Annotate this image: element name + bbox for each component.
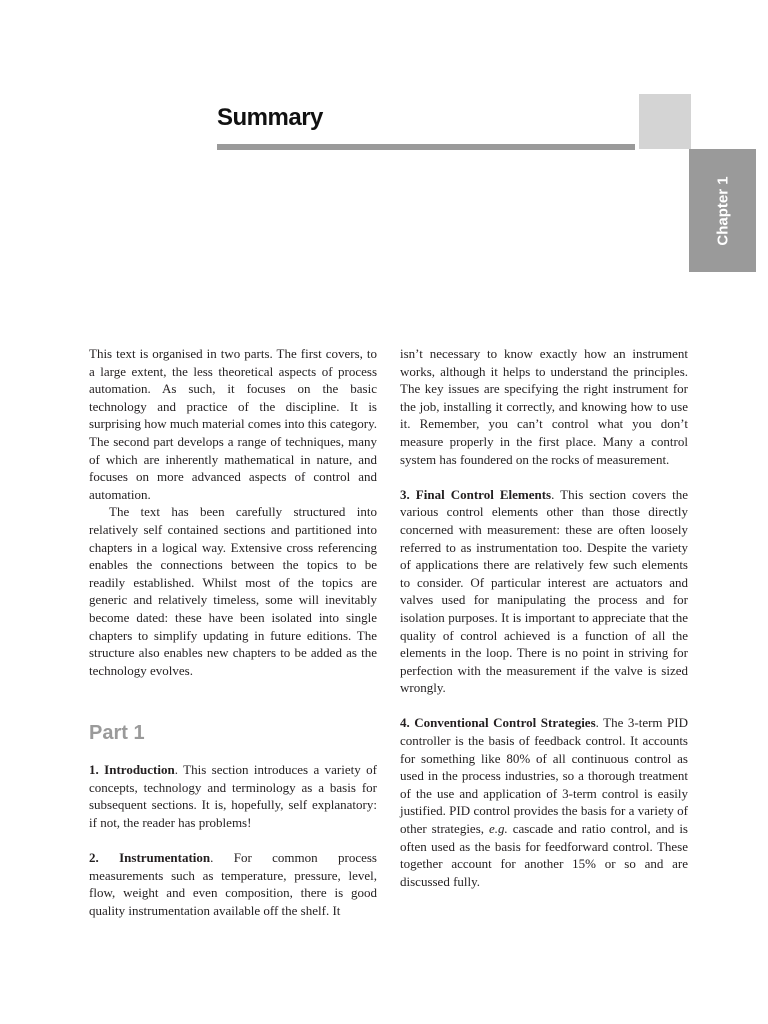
chapter-tab-label: Chapter 1 <box>714 175 731 246</box>
section-item-4-eg: e.g. <box>488 821 508 837</box>
section-item-1-text: . This section introduces a variety of concepts, technology and terminology as a basis for subsequent sections. It is, hopefully, self explanatory: if not, the reader has problems! <box>89 762 377 831</box>
section-item-3-text: . This section covers the various control elements other than those directly concerned with measurement: these are often loosely referred to as instrumentation too. Despite the variety of applications there are relatively few such elements to consider. Of particular interest are actuators and valves used for manipulating the process and for isolation purposes. It is important to appreciate that the quality of control achieved is a function of all the elements in the loop. There is no point in striving for perfection with the measurement if the valve is sized wrongly. <box>400 486 688 696</box>
title-underline <box>217 144 635 150</box>
section-item-2-text: . For common process measurements such as temperature, pressure, level, flow, weight and even composition, there is good quality instrumentation available off the shelf. It <box>89 850 377 919</box>
left-column <box>89 345 377 920</box>
intro-paragraph-2: The text has been carefully structured into relatively self contained sections and partitioned into chapters in a logical way. Extensive cross referencing enables the connections between the topics to be readily established. Whilst most of the topics are generic and relatively timeless, some will inevitably become dated: these have been isolated into single chapters to simplify updating in future editions. The structure also enables new chapters to be added as the technology evolves. <box>89 504 377 678</box>
right-column <box>400 345 688 890</box>
section-item-3 <box>400 486 688 697</box>
page-title: Summary <box>217 104 323 131</box>
section-item-2-continued: isn’t necessary to know exactly how an instrument works, although it helps to understand the principles. The key issues are specifying the right instrument for the job, installing it correctly, and knowing how to use it. Remember, you can’t control what you don’t measure properly in the first place. Many a control system has foundered on the rocks of measurement. <box>400 346 688 467</box>
section-item-1-title: 1. Introduction <box>89 762 175 778</box>
section-item-3-title: 3. Final Control Elements <box>400 486 552 502</box>
section-item-4-text-b: cascade and ratio control, and is often used as the basis for feedforward control. These together account for another 15% or so and are discussed fully. <box>400 821 688 889</box>
section-item-2-title: 2. Instrumentation <box>89 850 211 866</box>
intro-paragraph-1: This text is organised in two parts. The first covers, to a large extent, the less theoretical aspects of process automation. As such, it focuses on the basic technology and practice of the discipline. It is surprising how much material comes into this category. The second part develops a range of techniques, many of which are inherently mathematical in nature, and focuses on more advanced aspects of control and automation. <box>89 346 377 502</box>
section-item-1 <box>89 761 377 831</box>
chapter-tab <box>689 149 756 272</box>
corner-decoration <box>639 94 691 149</box>
section-item-4 <box>400 714 688 890</box>
part-heading: Part 1 <box>89 722 145 745</box>
section-item-2 <box>89 849 377 919</box>
section-item-4-title: 4. Conventional Control Strategies <box>400 715 596 731</box>
section-item-4-text-a: . The 3-term PID controller is the basis of feedback control. It accounts for something like 80% of all continuous control as used in the process industries, so a thorough treatment of the use and application of 3-term control is easily justified. PID control provides the basis for a variety of other strategies, <box>400 715 688 837</box>
